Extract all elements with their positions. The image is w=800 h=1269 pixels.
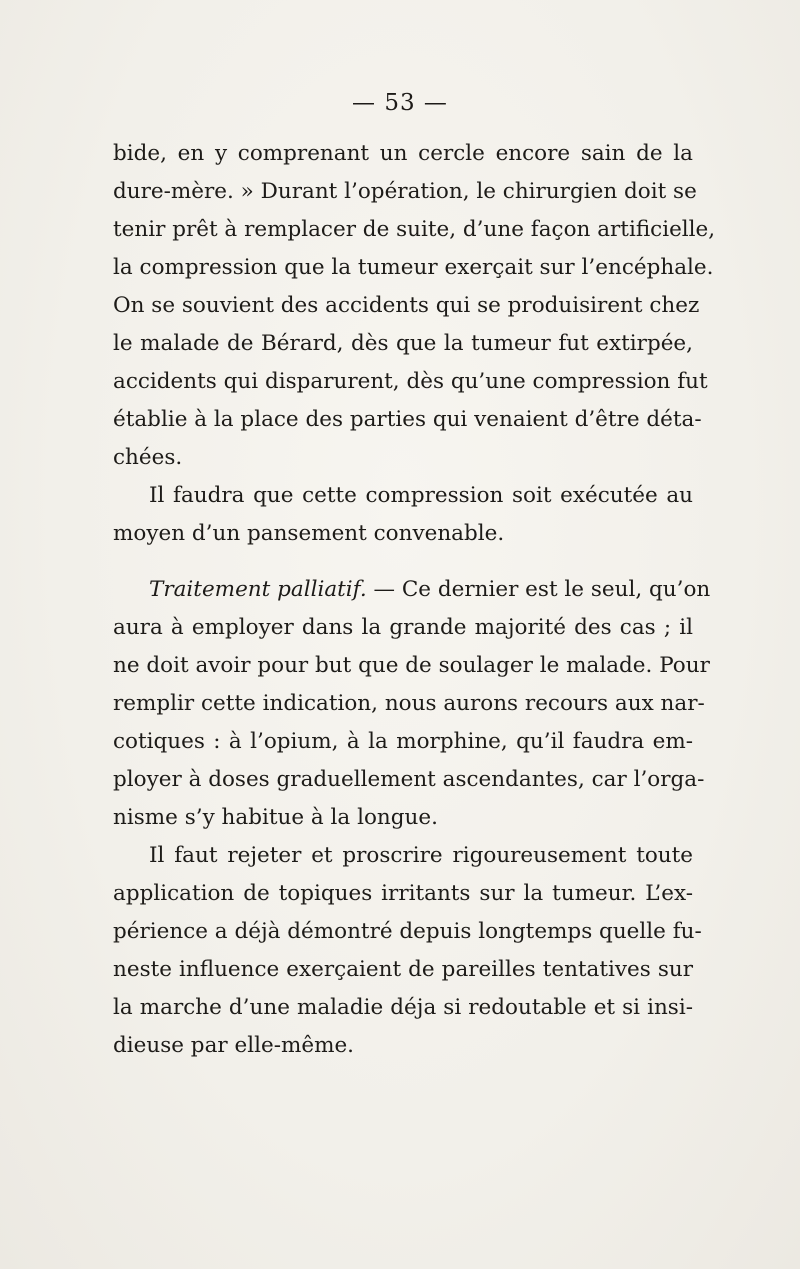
text-line: Il faut rejeter et proscrire rigoureusement toute xyxy=(149,843,693,868)
section-heading: Traitement palliatif. xyxy=(149,577,367,602)
text-line: Il faudra que cette compression soit exécutée au xyxy=(149,483,693,508)
paragraph xyxy=(113,837,702,1065)
text-line: moyen d’un pansement convenable. xyxy=(113,521,505,546)
text-line: le malade de Bérard, dès que la tumeur fut extirpée, xyxy=(113,331,693,356)
body-text xyxy=(113,135,716,1065)
text-line: la compression que la tumeur exerçait sur l’encéphale. xyxy=(113,255,714,280)
text-line: aura à employer dans la grande majorité des cas ; il xyxy=(113,615,693,640)
text-line: chées. xyxy=(113,445,183,470)
text-line: la marche d’une maladie déja si redoutable et si insi- xyxy=(113,995,693,1020)
text-line: ployer à doses graduellement ascendantes, car l’orga- xyxy=(113,767,705,792)
paragraph xyxy=(113,477,693,553)
page-number: — 53 — xyxy=(352,90,448,116)
text-line: périence a déjà démontré depuis longtemps quelle fu- xyxy=(113,919,702,944)
text-line: cotiques : à l’opium, à la morphine, qu’il faudra em- xyxy=(113,729,693,754)
text-line: bide, en y comprenant un cercle encore sain de la xyxy=(113,141,693,166)
text-line: dieuse par elle-même. xyxy=(113,1033,355,1058)
text-line: nisme s’y habitue à la longue. xyxy=(113,805,438,830)
text-line: accidents qui disparurent, dès qu’une compression fut xyxy=(113,369,708,394)
text-line: application de topiques irritants sur la tumeur. L’ex- xyxy=(113,881,693,906)
heading-continuation: — Ce dernier est le seul, qu’on xyxy=(366,577,711,602)
text-line: établie à la place des parties qui venaient d’être déta- xyxy=(113,407,702,432)
text-line: dure-mère. » Durant l’opération, le chirurgien doit se xyxy=(113,179,697,204)
paragraph xyxy=(113,571,711,837)
text-line: neste influence exerçaient de pareilles tentatives sur xyxy=(113,957,693,982)
section-gap xyxy=(113,553,693,571)
paragraph xyxy=(113,135,716,477)
text-line xyxy=(113,571,711,609)
text-line: tenir prêt à remplacer de suite, d’une façon artificielle, xyxy=(113,217,716,242)
text-line: On se souvient des accidents qui se produisirent chez xyxy=(113,293,700,318)
text-line: remplir cette indication, nous aurons recours aux nar- xyxy=(113,691,705,716)
text-line: ne doit avoir pour but que de soulager le malade. Pour xyxy=(113,653,710,678)
